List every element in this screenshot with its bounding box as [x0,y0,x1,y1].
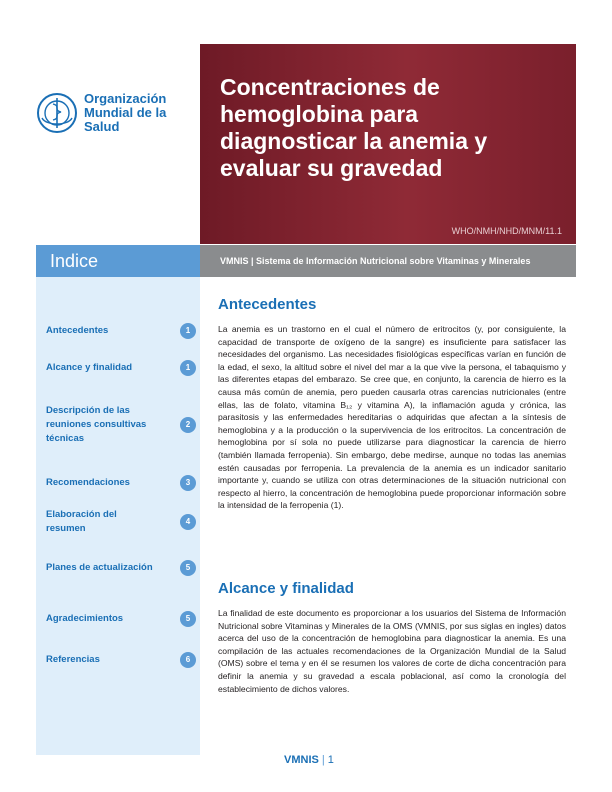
vmnis-bar: VMNIS | Sistema de Información Nutricional sobre Vitaminas y Minerales [200,245,576,277]
page-footer [284,754,334,766]
document-title: Concentraciones de hemoglobina para diagnosticar la anemia y evaluar su gravedad [220,74,488,181]
org-name-line2: Mundial de la Salud [84,105,167,134]
toc-page-number: 1 [180,360,196,376]
section-antecedentes [218,296,566,512]
section-heading: Alcance y finalidad [218,580,354,597]
page-number: 1 [327,754,334,766]
table-of-contents [36,277,200,755]
toc-page-number: 5 [180,560,196,576]
toc-item-elaboracion[interactable] [46,508,196,536]
organization-name [84,92,196,134]
section-body: La anemia es un trastorno en el cual el número de eritrocitos (y, por consiguiente, la capacidad de transporte de oxígeno de la sangre) es insuficiente para satisfacer las necesidades del organismo. Las necesidades fisiológicas específicas varían en función de la edad, el sexo, la altitud sobre el nivel del mar a la que vive la persona, el tabaquismo y las diferentes etapas del embarazo. Se cree que, en conjunto, la carencia de hierro es la causa más común de anemia, pero pueden causarla otras carencias nutricionales (entre ellas, las de folato, vitamina B₁₂ y vitamina A), la inflamación aguda y crónica, las parasitosis y las enfermedades hereditarias o adquiridas que afectan a la síntesis de hemoglobina y a la producción o la supervivencia de los eritrocitos. La concentración de hemoglobina por sí sola no puede utilizarse para diagnosticar la carencia de hierro (también llamada ferropenia). Sin embargo, debe medirse, aunque no todas las anemias estén causadas por ferropenia. La prevalencia de la anemia es un indicador sanitario importante y, cuando se utiliza con otras determinaciones de la situación nutricional con respecto al hierro, la concentración de hemoglobina puede proporcionar información sobre la intensidad de la ferropenia (1). [218,324,566,511]
section-alcance [218,580,566,695]
toc-page-number: 6 [180,652,196,668]
document-code: WHO/NMH/NHD/MNM/11.1 [451,226,562,236]
org-name-line1: Organización [84,91,167,106]
section-heading: Antecedentes [218,296,317,313]
toc-item-alcance[interactable] [46,360,196,376]
toc-page-number: 1 [180,323,196,339]
toc-item-referencias[interactable] [46,652,196,668]
toc-label: Planes de actualización [46,562,153,573]
toc-label: Elaboración del resumen [46,509,117,534]
toc-label: Recomendaciones [46,477,130,488]
toc-item-descripcion[interactable] [46,404,196,446]
toc-label: Agradecimientos [46,613,124,624]
section-body: La finalidad de este documento es proporcionar a los usuarios del Sistema de Información Nutricional sobre Vitaminas y Minerales de la OMS (VMNIS, por sus siglas en ingles) datos acerca del uso de la concentración de hemoglobina para diagnosticar la anemia. Es una compilación de las actuales recomendaciones de la Organización Mundial de la Salud (OMS) sobre el tema y en él se resumen los valores de corte de dicha concentración para definir la anemia y su gravedad a escala poblacional, así como la cronología del establecimiento de dichos valores. [218,608,566,694]
index-heading: Indice [36,245,200,277]
toc-page-number: 5 [180,611,196,627]
toc-item-antecedentes[interactable] [46,323,196,339]
toc-item-agradecimientos[interactable] [46,611,196,627]
footer-separator: | [321,754,325,766]
toc-item-planes[interactable] [46,560,196,576]
toc-page-number: 4 [180,514,196,530]
toc-item-recomendaciones[interactable] [46,475,196,491]
who-emblem-icon [36,92,78,134]
toc-label: Antecedentes [46,325,109,336]
toc-label: Referencias [46,654,100,665]
toc-label: Alcance y finalidad [46,362,133,373]
toc-page-number: 2 [180,417,196,433]
footer-label: VMNIS [284,754,319,766]
title-banner [200,44,576,244]
toc-label: Descripción de las reuniones consultivas técnicas [46,405,147,444]
toc-page-number: 3 [180,475,196,491]
who-logo [36,88,196,138]
